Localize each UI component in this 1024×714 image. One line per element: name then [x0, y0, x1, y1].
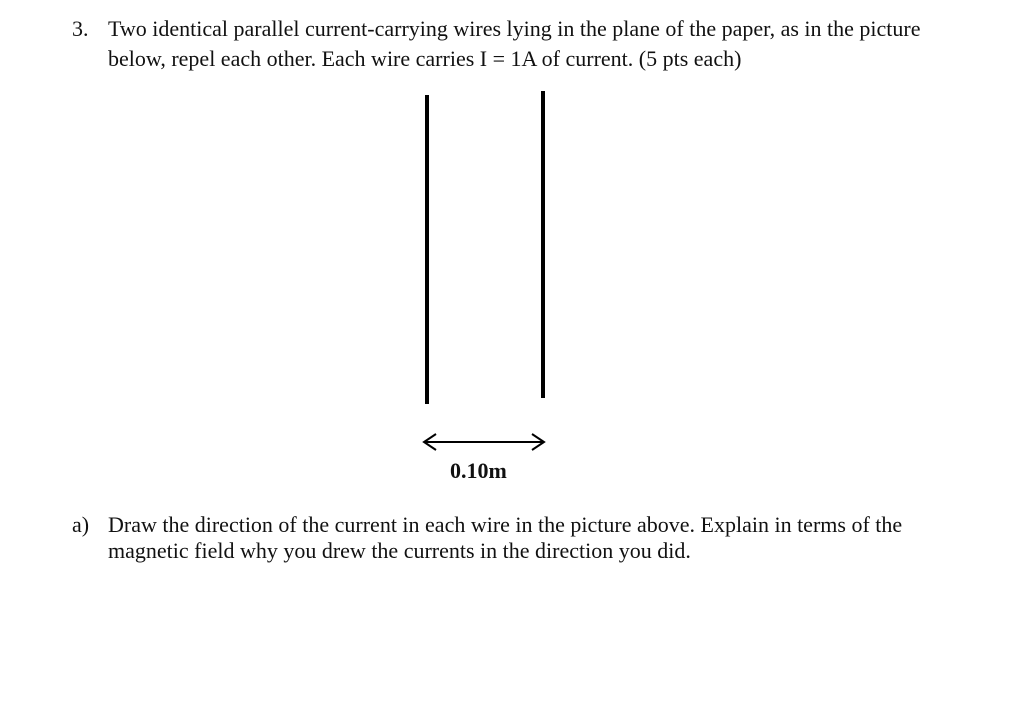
- part-a-text: Draw the direction of the current in each wire in the picture above. Explain in terms of the magnetic field why you drew the currents in the direction you did.: [108, 512, 903, 563]
- spacing-label: 0.10m: [450, 458, 507, 483]
- question-text: Two identical parallel current-carrying wires lying in the plane of the paper, as in the picture below, repel each other. Each wire carries I = 1A of current. (5 pts each): [108, 16, 921, 71]
- part-a-label: a): [72, 512, 90, 537]
- spacing-arrow: [424, 434, 544, 450]
- question-number: 3.: [72, 16, 89, 41]
